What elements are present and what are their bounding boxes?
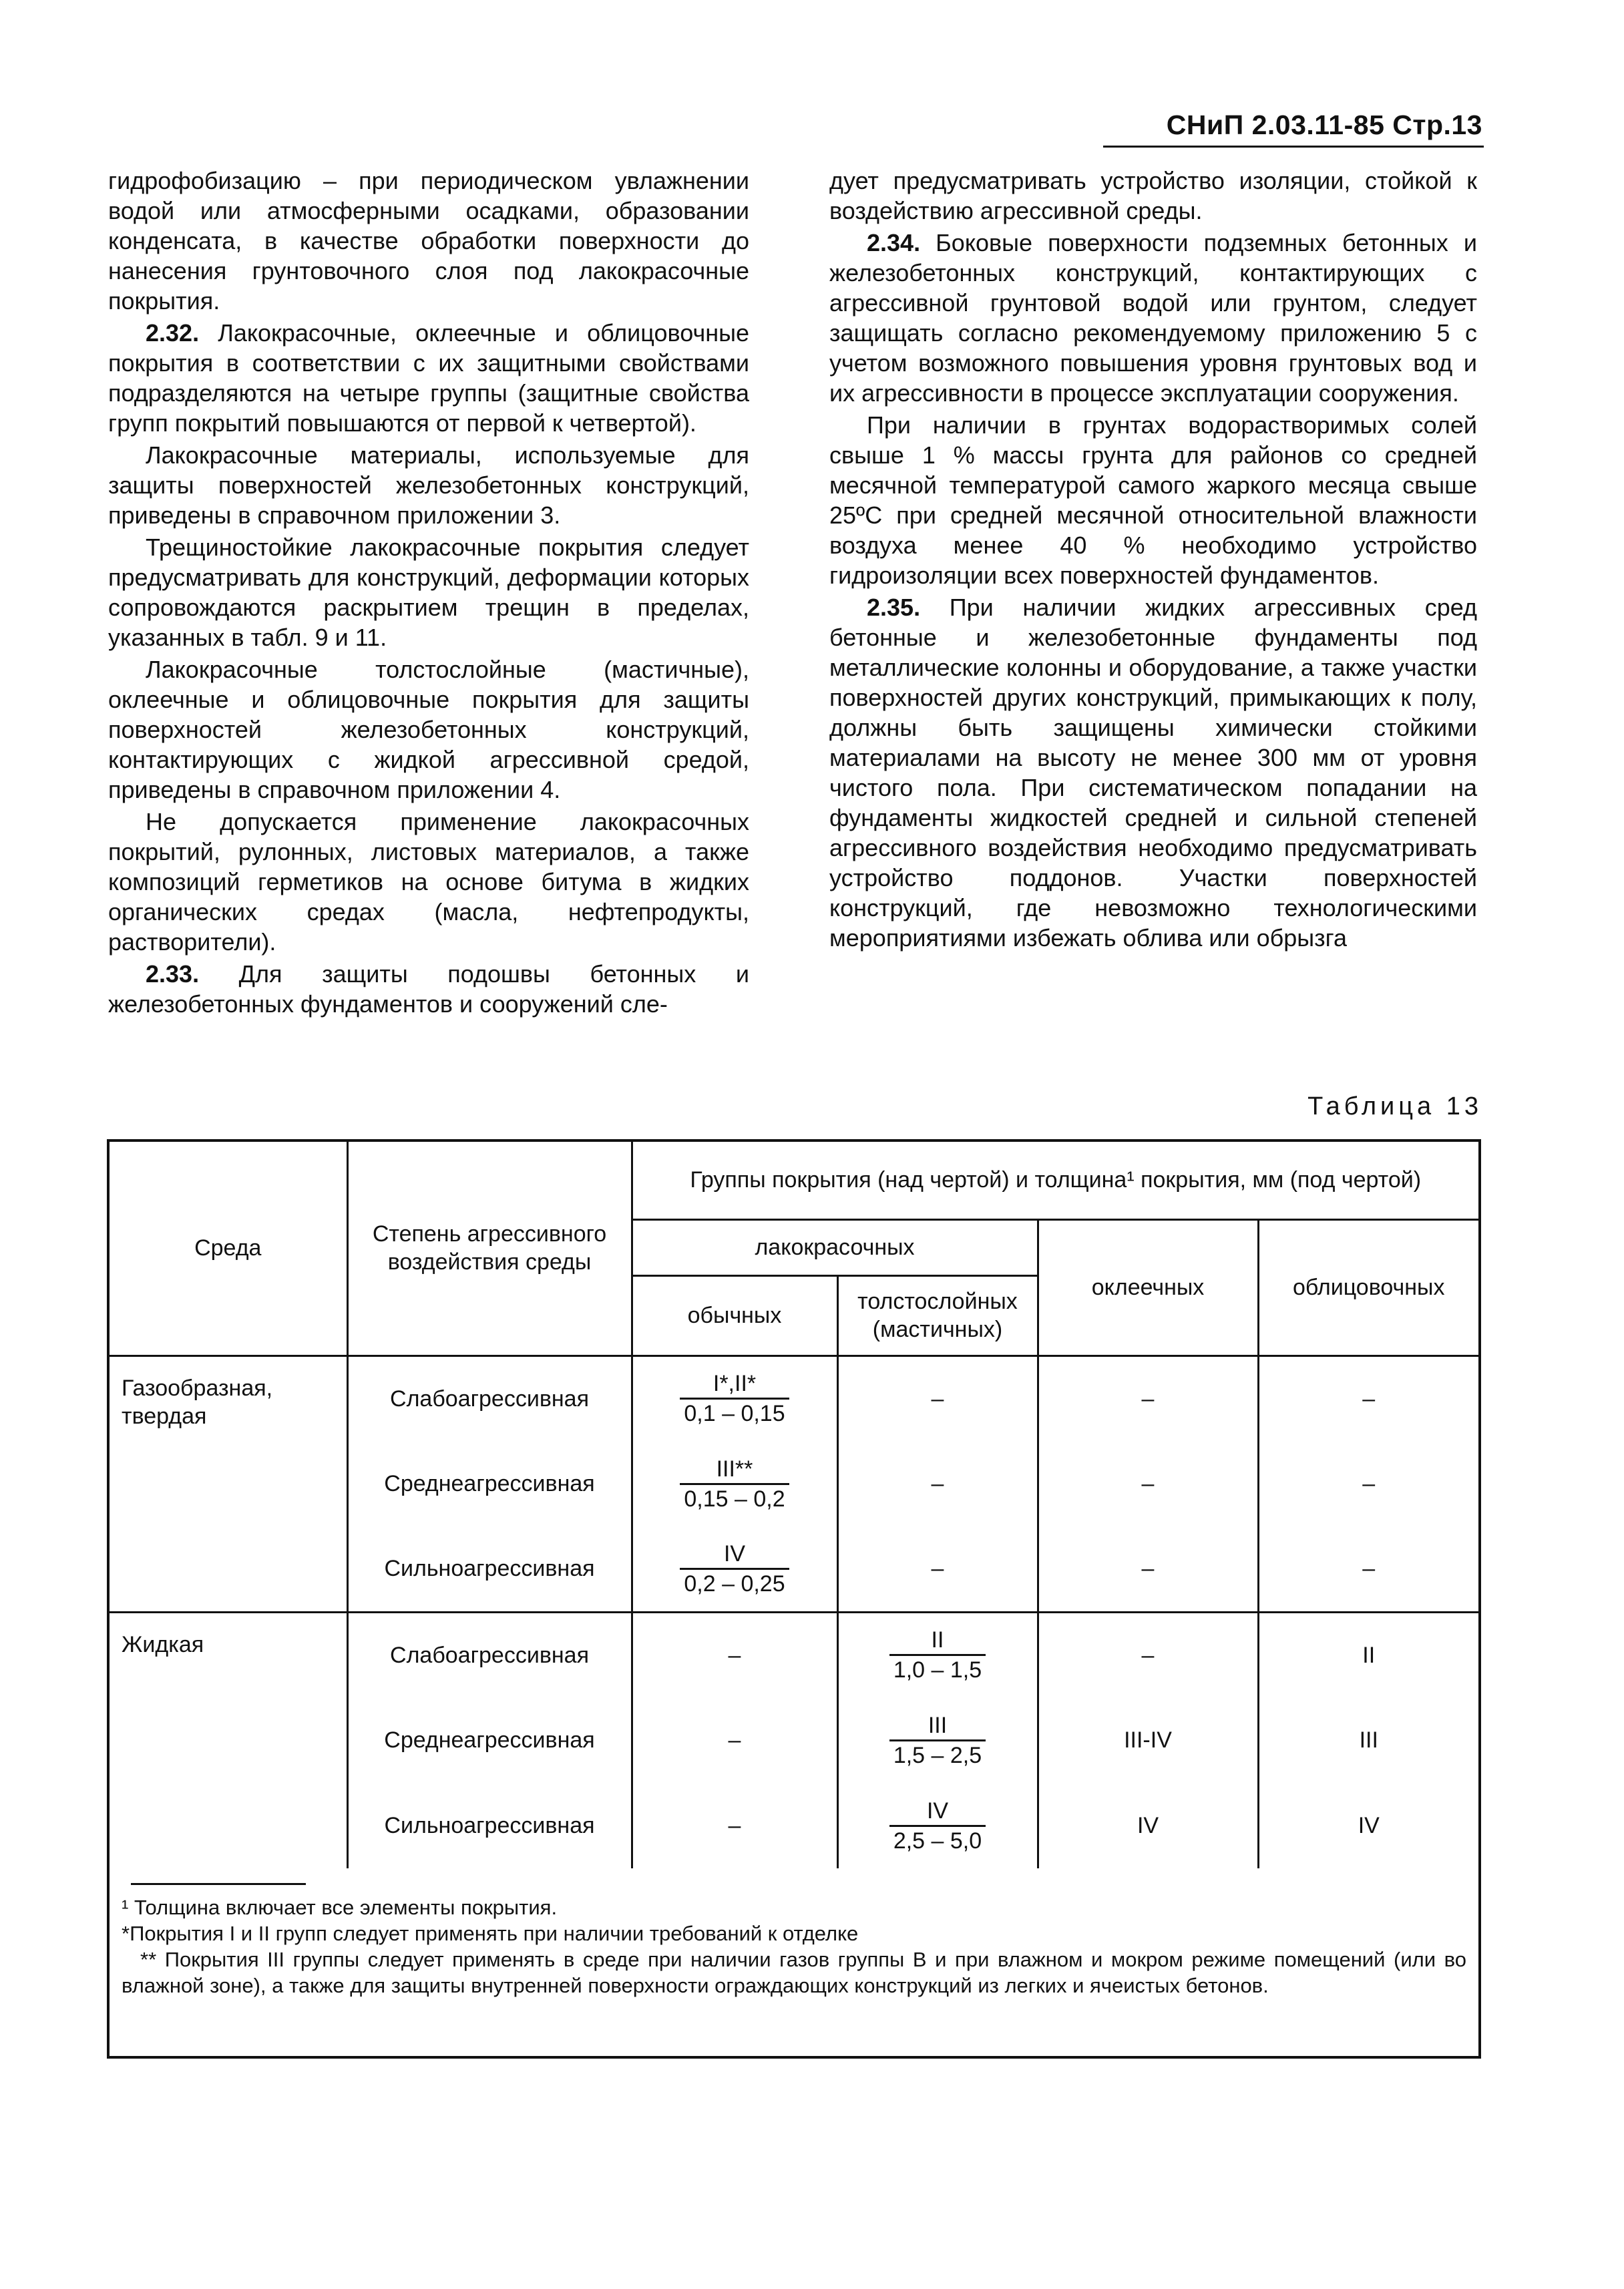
thick-cell: – [837, 1356, 1038, 1441]
paragraph-2-34 [829, 228, 1477, 408]
degree-cell: Среднеагрессивная [347, 1697, 632, 1783]
adhesive-cell: III-IV [1038, 1697, 1258, 1783]
ordinary-cell: – [632, 1783, 837, 1868]
header-ordinary: обычных [632, 1275, 837, 1356]
clause-text: Лакокрасочные, оклеечные и облицовочные покрытия в соответствии с их защитными свойствами подразделяются на четыре группы (защитные свойства групп покрытий повышаются от первой к четвертой). [108, 319, 749, 437]
fraction-value [889, 1797, 986, 1855]
cladding-cell: – [1258, 1441, 1478, 1526]
header-thick: толстослойных (мастичных) [837, 1275, 1038, 1356]
right-column [829, 166, 1477, 953]
adhesive-cell: – [1038, 1356, 1258, 1441]
thick-cell: – [837, 1441, 1038, 1526]
paragraph-continuation: дует предусматривать устройство изоляции, стойкой к воздействию агрессивной среды. [829, 167, 1477, 224]
adhesive-cell: – [1038, 1526, 1258, 1612]
page-header: СНиП 2.03.11-85 Стр.13 [1166, 110, 1482, 140]
table-caption: Таблица 13 [1307, 1092, 1482, 1120]
env-cell: Газообразная, твердая [110, 1356, 347, 1612]
header-env: Среда [110, 1142, 347, 1356]
header-degree: Степень агрессивного воздействия среды [347, 1142, 632, 1356]
clause-number: 2.32. [146, 319, 200, 347]
group-value: II [889, 1626, 986, 1656]
footnote-star: *Покрытия I и II групп следует применять при наличии требований к отделке [122, 1922, 859, 1945]
ordinary-cell: – [632, 1612, 837, 1697]
paragraph-continuation: гидрофобизацию – при периодическом увлажнении водой или атмосферными осадками, образовании конденсата, в качестве обработки поверхности до нанесения грунтовочного слоя под лакокрасочные покрытия. [108, 167, 749, 315]
fraction-value [680, 1370, 789, 1428]
header-groups: Группы покрытия (над чертой) и толщина¹ покрытия, мм (под чертой) [632, 1142, 1478, 1219]
fraction-value [680, 1455, 789, 1513]
coatings-table [110, 1142, 1478, 1868]
cladding-cell: II [1258, 1612, 1478, 1697]
paragraph-2-33 [108, 959, 749, 1019]
clause-number: 2.35. [867, 594, 921, 621]
thickness-value: 2,5 – 5,0 [893, 1828, 982, 1854]
paragraph-paint-materials: Лакокрасочные материалы, используемые для защиты поверхностей железобетонных конструкций, приведены в справочном приложении 3. [108, 441, 749, 529]
thickness-value: 0,2 – 0,25 [684, 1571, 785, 1597]
ordinary-cell [632, 1526, 837, 1612]
thickness-value: 1,5 – 2,5 [893, 1742, 982, 1768]
clause-text: Для защиты подошвы бетонных и железобетонных фундаментов и сооружений сле- [108, 960, 749, 1018]
cladding-cell: IV [1258, 1783, 1478, 1868]
paragraph-not-allowed: Не допускается применение лакокрасочных покрытий, рулонных, листовых материалов, а также композиций герметиков на основе битума в жидких органических средах (масла, нефтепродукты, растворители). [108, 808, 749, 956]
table-footnotes [110, 1868, 1478, 1999]
left-column [108, 166, 749, 1019]
table-row [110, 1356, 1478, 1441]
footnote-rule [131, 1883, 306, 1885]
adhesive-cell: IV [1038, 1783, 1258, 1868]
adhesive-cell: – [1038, 1612, 1258, 1697]
clause-text: При наличии жидких агрессивных сред бетонные и железобетонные фундаменты под металлические колонны и оборудование, а также участки поверхностей других конструкций, примыкающих к полу, должны быть защищены химически стойкими материалами на высоту не менее 300 мм от уровня чистого пола. При систематическом попадании на фундаменты жидкостей средней и сильной степеней агрессивного воздействия необходимо предусматривать устройство поддонов. Участки поверхностей конструкций, где невозможно технологическими мероприятиями избежать облива или обрызга [829, 594, 1477, 952]
cladding-cell: – [1258, 1526, 1478, 1612]
group-value: IV [889, 1797, 986, 1827]
ordinary-cell [632, 1441, 837, 1526]
table-row [110, 1612, 1478, 1697]
fraction-value [889, 1711, 986, 1770]
group-value: IV [680, 1540, 789, 1570]
header-adhesive: оклеечных [1038, 1219, 1258, 1356]
ordinary-cell: – [632, 1697, 837, 1783]
degree-cell: Сильноагрессивная [347, 1783, 632, 1868]
header-cladding: облицовочных [1258, 1219, 1478, 1356]
fraction-value [680, 1540, 789, 1598]
group-value: I*,II* [680, 1370, 789, 1400]
ordinary-cell [632, 1356, 837, 1441]
degree-cell: Сильноагрессивная [347, 1526, 632, 1612]
thickness-value: 1,0 – 1,5 [893, 1657, 982, 1683]
header-rule [1103, 146, 1484, 148]
paragraph-crack-resistant: Трещиностойкие лакокрасочные покрытия следует предусматривать для конструкций, деформации которых сопровождаются раскрытием трещин в пределах, указанных в табл. 9 и 11. [108, 534, 749, 651]
adhesive-cell: – [1038, 1441, 1258, 1526]
cladding-cell: – [1258, 1356, 1478, 1441]
degree-cell: Слабоагрессивная [347, 1356, 632, 1441]
paragraph-thick-coatings: Лакокрасочные толстослойные (мастичные), оклеечные и облицовочные покрытия для защиты поверхностей железобетонных конструкций, контактирующих с жидкой агрессивной средой, приведены в справочном приложении 4. [108, 656, 749, 803]
thick-cell: – [837, 1526, 1038, 1612]
group-value: III** [680, 1455, 789, 1485]
env-cell: Жидкая [110, 1612, 347, 1868]
fraction-value [889, 1626, 986, 1684]
footnote-thickness: ¹ Толщина включает все элементы покрытия. [122, 1896, 558, 1919]
footnote-double-star: ** Покрытия III группы следует применять в среде при наличии газов группы В и при влажном и мокром режиме помещений (или во влажной зоне), а также для защиты внутренней поверхности ограждающих конструкций из легких и ячеистых бетонов. [122, 1948, 1466, 1997]
degree-cell: Слабоагрессивная [347, 1612, 632, 1697]
header-paint: лакокрасочных [632, 1219, 1038, 1275]
clause-number: 2.33. [146, 960, 200, 988]
thick-cell [837, 1612, 1038, 1697]
paragraph-2-35 [829, 592, 1477, 953]
clause-number: 2.34. [867, 229, 921, 256]
clause-text: Боковые поверхности подземных бетонных и железобетонных конструкций, контактирующих с агрессивной грунтовой водой или грунтом, следует защищать согласно рекомендуемому приложению 5 с учетом возможного повышения уровня грунтовых вод и их агрессивности в процессе эксплуатации сооружения. [829, 229, 1477, 407]
degree-cell: Среднеагрессивная [347, 1441, 632, 1526]
thickness-value: 0,15 – 0,2 [684, 1486, 785, 1512]
paragraph-2-32 [108, 318, 749, 438]
table-13 [107, 1139, 1481, 2059]
paragraph-soluble-salts: При наличии в грунтах водорастворимых солей свыше 1 % массы грунта для районов со средней месячной температурой самого жаркого месяца свыше 25ºС при средней месячной относительной влажности воздуха менее 40 % необходимо устройство гидроизоляции всех поверхностей фундаментов. [829, 411, 1477, 589]
thick-cell [837, 1783, 1038, 1868]
thick-cell [837, 1697, 1038, 1783]
cladding-cell: III [1258, 1697, 1478, 1783]
thickness-value: 0,1 – 0,15 [684, 1401, 785, 1427]
group-value: III [889, 1711, 986, 1741]
